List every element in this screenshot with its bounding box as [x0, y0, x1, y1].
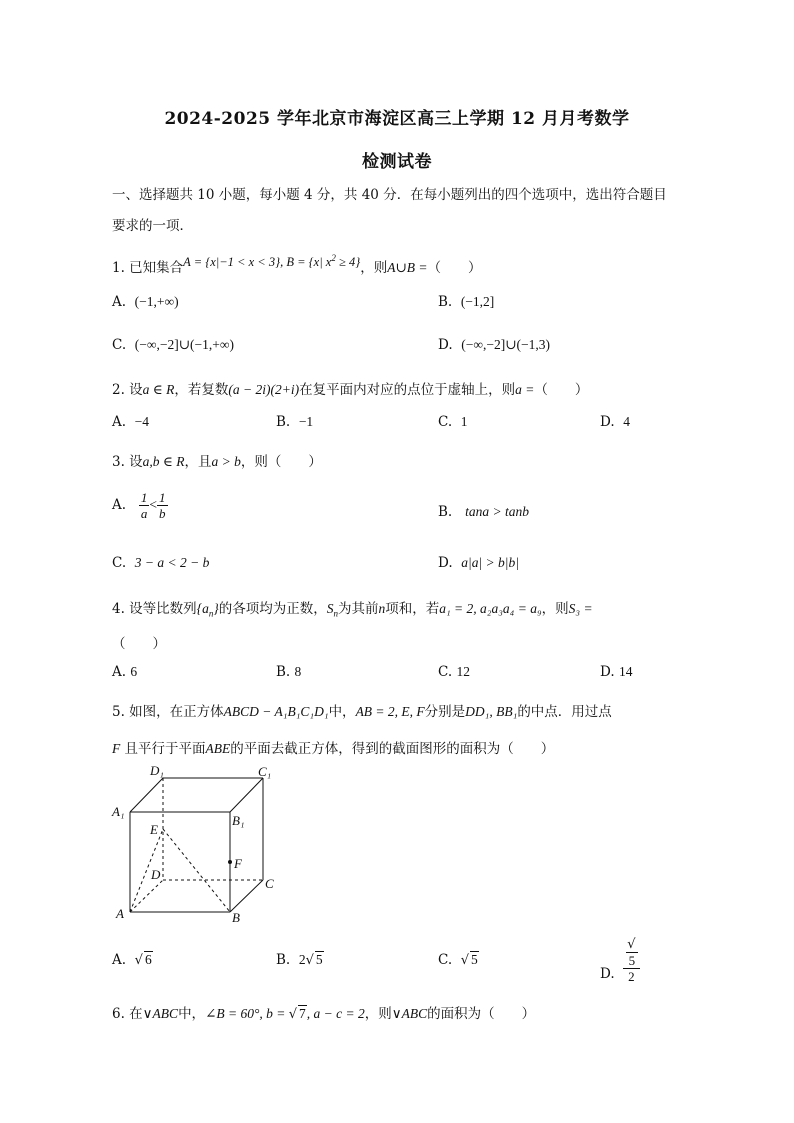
q4-option-a: [112, 664, 137, 680]
q2-tail: 在复平面内对应的点位于虚轴上，则: [299, 382, 516, 398]
q3-prefix: 3. 设: [112, 454, 143, 470]
q4-seq: [196, 601, 219, 619]
option-text: 5: [471, 952, 478, 967]
q2-option-c: [438, 414, 467, 430]
option-num: 5: [626, 952, 637, 968]
q5-option-c: [438, 951, 479, 968]
fraction: [623, 937, 639, 984]
q4-s3: S₃ =: [568, 601, 593, 616]
option-text: −4: [134, 414, 150, 429]
q1-suffix: ，则: [360, 260, 388, 276]
q5-option-b: [276, 951, 324, 968]
option-label: C.: [112, 555, 127, 571]
q5-midpoints: DD₁, BB₁: [465, 704, 518, 719]
q5-prefix: 5. 如图，在正方体: [112, 704, 224, 720]
q3-tail: ，则（ ）: [240, 454, 322, 470]
option-text: 6: [130, 664, 138, 679]
q5-cube: ABCD − A₁B₁C₁D₁: [223, 704, 329, 719]
q5-tail: 的中点．用过点: [517, 704, 612, 720]
question-1: [112, 252, 482, 276]
sqrt-sign: √: [460, 953, 470, 968]
q2-option-d: [600, 414, 630, 430]
option-text: (−1,2]: [460, 294, 495, 309]
label-c: C: [265, 876, 274, 891]
option-label: D.: [438, 555, 453, 571]
option-text: 5: [315, 952, 323, 967]
q1-prefix: 1. 已知集合: [112, 260, 184, 276]
q6-triangle: ∨ABC: [142, 1006, 179, 1021]
q3-mid: ，且: [184, 454, 212, 470]
q4-sn-s: S: [326, 601, 334, 616]
option-text: 12: [456, 664, 470, 679]
edge-a1d1: [130, 778, 163, 812]
fraction-num: 1: [159, 490, 166, 505]
fraction-num: 1: [140, 490, 148, 505]
q6-mid: 中，: [178, 1006, 206, 1022]
option-label: A.: [112, 952, 127, 968]
section-intro-line1: 一、选择题共 10 小题，每小题 4 分，共 40 分．在每小题列出的四个选项中，选出符合题目: [112, 187, 667, 203]
fraction-den: b: [159, 506, 166, 521]
option-label: D.: [600, 414, 615, 430]
option-label: B.: [276, 414, 291, 430]
option-text: 3 − a < 2 − b: [134, 555, 210, 570]
option-label: C.: [112, 337, 127, 353]
q6-cond: ∠B = 60°, b =: [205, 1006, 289, 1021]
edge-b1c1: [230, 778, 263, 812]
option-label: D.: [600, 664, 615, 680]
q4-n: n: [378, 601, 386, 616]
option-text: 6: [144, 952, 152, 967]
option-label: A.: [112, 664, 127, 680]
q6-prefix: 6. 在: [112, 1006, 143, 1022]
q5-mid: 中，: [328, 704, 356, 720]
q2-option-a: [112, 414, 149, 430]
option-label: B.: [276, 664, 291, 680]
question-4: [112, 597, 593, 619]
q5-mid2: 分别是: [424, 704, 466, 720]
fraction-den: a: [140, 506, 148, 521]
q3-option-b: [438, 504, 529, 520]
q2-a-eq: a =: [515, 382, 535, 397]
q5-f: F: [112, 741, 121, 756]
option-label: A.: [112, 294, 127, 310]
sqrt-sign: √: [134, 953, 143, 968]
q1-option-a: [112, 294, 179, 310]
q2-option-b: [276, 414, 313, 430]
fraction: [139, 490, 150, 521]
sqrt-sign: √: [627, 937, 636, 952]
q2-mid: ，若复数: [174, 382, 229, 398]
q4-mid3: 项和，若: [385, 601, 440, 617]
q3-option-d: [438, 555, 519, 571]
option-text: 1: [460, 414, 468, 429]
option-text: tana > tanb: [465, 504, 529, 519]
q6-sqrt7: 7: [299, 1006, 306, 1021]
option-label: D.: [438, 337, 453, 353]
label-d: D: [151, 867, 161, 882]
option-label: B.: [438, 294, 453, 310]
q4-tail: ，则: [541, 601, 569, 617]
fraction-den: 2: [628, 969, 635, 984]
q4-option-b: [276, 664, 301, 680]
q1-union: A∪B =: [387, 260, 428, 275]
q4-sn-sub: n: [333, 608, 338, 619]
question-2: [112, 378, 588, 398]
option-label: C.: [438, 664, 453, 680]
q4-seq-sub: n: [208, 608, 214, 619]
option-text: 8: [294, 664, 302, 679]
q1-setB-tail: ≥ 4}: [335, 255, 361, 269]
q2-a-in-r: a ∈ R: [142, 382, 175, 397]
q4-prefix: 4. 设等比数列: [112, 601, 197, 617]
q4-seq-open: {a: [196, 601, 209, 616]
edge-bc: [230, 880, 263, 912]
option-text: −1: [298, 414, 314, 429]
sqrt-sign: √: [288, 1007, 298, 1022]
op: <: [149, 497, 158, 512]
q3-option-c: [112, 555, 209, 571]
q5-given: AB = 2, E, F: [355, 704, 425, 719]
q2-prefix: 2. 设: [112, 382, 143, 398]
option-label: C.: [438, 414, 453, 430]
label-c1: C₁: [258, 764, 272, 779]
q1-option-c: [112, 337, 234, 353]
option-text: (−∞,−2]∪(−1,3): [461, 337, 550, 352]
q4-option-c: [438, 664, 470, 680]
q4-cond: a₁ = 2, a₂a₃a₄ = a₉: [439, 601, 542, 616]
option-text: (−∞,−2]∪(−1,+∞): [134, 337, 234, 352]
q2-expr: (a − 2i)(2+i): [228, 382, 300, 397]
option-text: (−1,+∞): [134, 294, 179, 309]
q4-mid2: 为其前: [337, 601, 379, 617]
exam-title: 2024-2025 学年北京市海淀区高三上学期 12 月月考数学: [164, 109, 630, 129]
question-5-line2: [112, 737, 554, 757]
option-coef: 2: [298, 952, 306, 967]
edge-eb: [163, 829, 230, 912]
question-5-line1: [112, 700, 612, 720]
option-label: B.: [438, 504, 453, 520]
option-label: A.: [112, 414, 127, 430]
label-e: E: [150, 822, 158, 837]
edge-ad: [130, 880, 163, 912]
q6-triangle2: ∨ABC: [391, 1006, 428, 1021]
sqrt-sign: √: [305, 953, 314, 968]
q4-option-d: [600, 664, 632, 680]
q1-option-d: [438, 337, 550, 353]
option-label: D.: [600, 966, 615, 982]
cube-figure: [110, 762, 280, 927]
q4-seq-close: }: [213, 601, 219, 616]
fraction-num: [623, 937, 639, 969]
q3-ab: a,b ∈ R: [142, 454, 185, 469]
option-text: 14: [618, 664, 633, 679]
q1-sets: A = {x|−1 < x < 3}, B = {x| $x^2 \ge 4$}: [183, 252, 361, 269]
question-3: [112, 450, 322, 470]
q3-cond: a > b: [211, 454, 241, 469]
option-text: 4: [623, 414, 630, 429]
q5-option-d: [600, 937, 640, 984]
q2-paren: （ ）: [534, 382, 589, 398]
q4-mid1: 的各项均为正数，: [218, 601, 327, 617]
q6-tail2: 的面积为（ ）: [427, 1006, 536, 1022]
label-b1: B₁: [232, 813, 245, 828]
q6-tail: ，则: [364, 1006, 392, 1022]
point-f: [228, 860, 232, 864]
q1-setA: A = {x|−1 < x < 3}, B = {x| x: [183, 255, 332, 269]
option-text: a|a| > b|b|: [461, 555, 519, 570]
q5-line2-text: 且平行于平面: [124, 741, 206, 757]
exam-subtitle: 检测试卷: [362, 152, 432, 172]
option-label: C.: [438, 952, 453, 968]
label-f: F: [234, 856, 242, 871]
question-6: [112, 1002, 535, 1022]
label-a1: A₁: [112, 804, 125, 819]
q1-paren: （ ）: [427, 260, 482, 276]
q5-line2-tail: 的平面去截正方体，得到的截面图形的面积为（ ）: [230, 741, 555, 757]
label-d1: D₁: [150, 763, 164, 778]
option-label: B.: [276, 952, 291, 968]
q1-option-b: [438, 294, 494, 310]
fraction: [157, 490, 168, 521]
label-a: A: [116, 906, 124, 921]
option-label: A.: [112, 497, 127, 513]
q4-paren: （ ）: [112, 636, 166, 652]
q4-sn: [326, 601, 338, 619]
q5-option-a: [112, 951, 153, 968]
label-b: B: [232, 910, 240, 925]
q5-plane: ABE: [205, 741, 231, 756]
section-intro-line2: 要求的一项．: [112, 218, 193, 234]
q6-cond2: , a − c = 2: [306, 1006, 365, 1021]
q3-option-a: [112, 490, 168, 521]
